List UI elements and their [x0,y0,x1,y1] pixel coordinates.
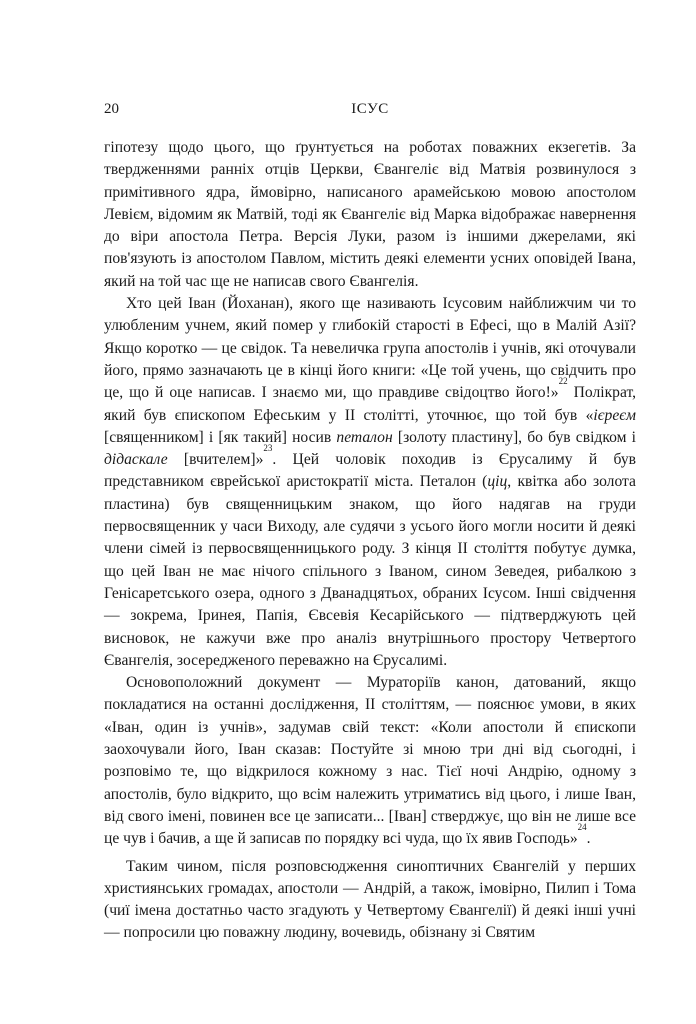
page-header [104,99,636,119]
paragraph-2-part-c: [священником] і [як такий] носив [104,428,337,446]
paragraph-2-part-a: Хто цей Іван (Йоханан), якого ще називають Ісусовим найближчим чи то улюбленим учнем, який помер у глибокій старості в Ефесі, що в Малій Азії? Якщо коротко — це свідок. Та невеличка група апостолів і учнів, які оточували його, прямо зазначають це в кінці його книги: «Це той учень, що свідчить про це, що й оце написав. І знаємо ми, що правдиве свідоцтво його!» [104,295,636,402]
paragraph-2-part-f: . Цей чоловік походив із Єрусалиму й був представником єврейської аристократії міста. Петалон ( [104,451,636,491]
paragraph-1-text: гіпотезу щодо цього, що ґрунтується на роботах поважних екзегетів. За твердженнями ранніх отців Церкви, Євангеліє від Матвія розвинулося з примітивного ядра, ймовірно, написаного арамейською мовою апостолом Левієм, відомим як Матвій, тоді як Євангеліє від Марка відображає навернення до віри апостола Петра. Версія Луки, разом із іншими джерелами, які пов'язують із апостолом Павлом, містить деякі елементи усних оповідей Івана, який на той час ще не написав свого Євангелія. [104,139,636,290]
paragraph-4-text: Таким чином, після розповсюдження синоптичних Євангелій у перших християнських громадах, апостоли — Андрій, а також, імовірно, Пилип і Тома (чиї імена достатньо часто згадують у Четвертому Євангелії) й деякі інші учні — попросили цю поважну людину, вочевидь, обізнану зі Святим [104,857,636,942]
running-title: ІСУС [351,101,389,117]
paragraph-2-part-d: [золоту пластину], бо був свідком і [392,428,636,446]
footnote-ref-22: 22 [558,376,568,387]
paragraph-2-part-g: , квітка або золота пластина) був священницьким знаком, що його надягав на груди первосвященник у часи Виходу, але судячи з усього його могли носити й деякі члени сімей із первосвященницького роду. З кінця II століття побутує думка, що цей Іван не має нічого спільного з Іваном, сином Зеведея, рибалкою з Генісаретського озера, одного з Дванадцятьох, обраних Ісусом. Інші свідчення — зокрема, Іринея, Папія, Євсевія Кесарійського — підтверджують цей висновок, не кажучи вже про аналіз внутрішнього простору Четвертого Євангелія, зосередженого переважно на Єрусалимі. [104,473,636,669]
italic-term-iereem: ієреєм [593,406,636,424]
italic-term-petalon: петалон [336,428,393,446]
paragraph-4 [104,856,636,945]
paragraph-2-part-b: Полікрат, який був єпископом Ефеським у II столітті, уточнює, що той був « [104,384,636,424]
paragraph-3-part-b: . [586,830,591,848]
body-text [104,137,636,945]
footnote-ref-23: 23 [263,443,273,454]
paragraph-3 [104,672,636,850]
footnote-ref-24: 24 [577,822,587,833]
paragraph-2-part-e: [вчителем]» [167,451,264,469]
page-number: 20 [104,101,119,117]
paragraph-2 [104,293,636,672]
paragraph-1 [104,137,636,293]
italic-term-didaskale: дідаскале [104,451,168,469]
italic-term-tsits: ціц [487,473,508,491]
paragraph-3-part-a: Основоположний документ — Мураторіїв канон, датований, якщо покладатися на останні дослідження, II століттям, — пояснює умови, в яких «Іван, один із учнів», задумав свій текст: «Коли апостоли й єпископи заохочували його, Іван сказав: Постуйте зі мною три дні від сьогодні, і розповімо те, що відкрилося кожному з нас. Тієї ночі Андрію, одному з апостолів, було відкрито, що всім належить утриматись від цього, і лише Іван, від свого імені, повинен все це записати... [Іван] стверджує, що він не лише все це чув і бачив, а ще й записав по порядку всі чуда, що їх явив Господь» [104,674,636,848]
